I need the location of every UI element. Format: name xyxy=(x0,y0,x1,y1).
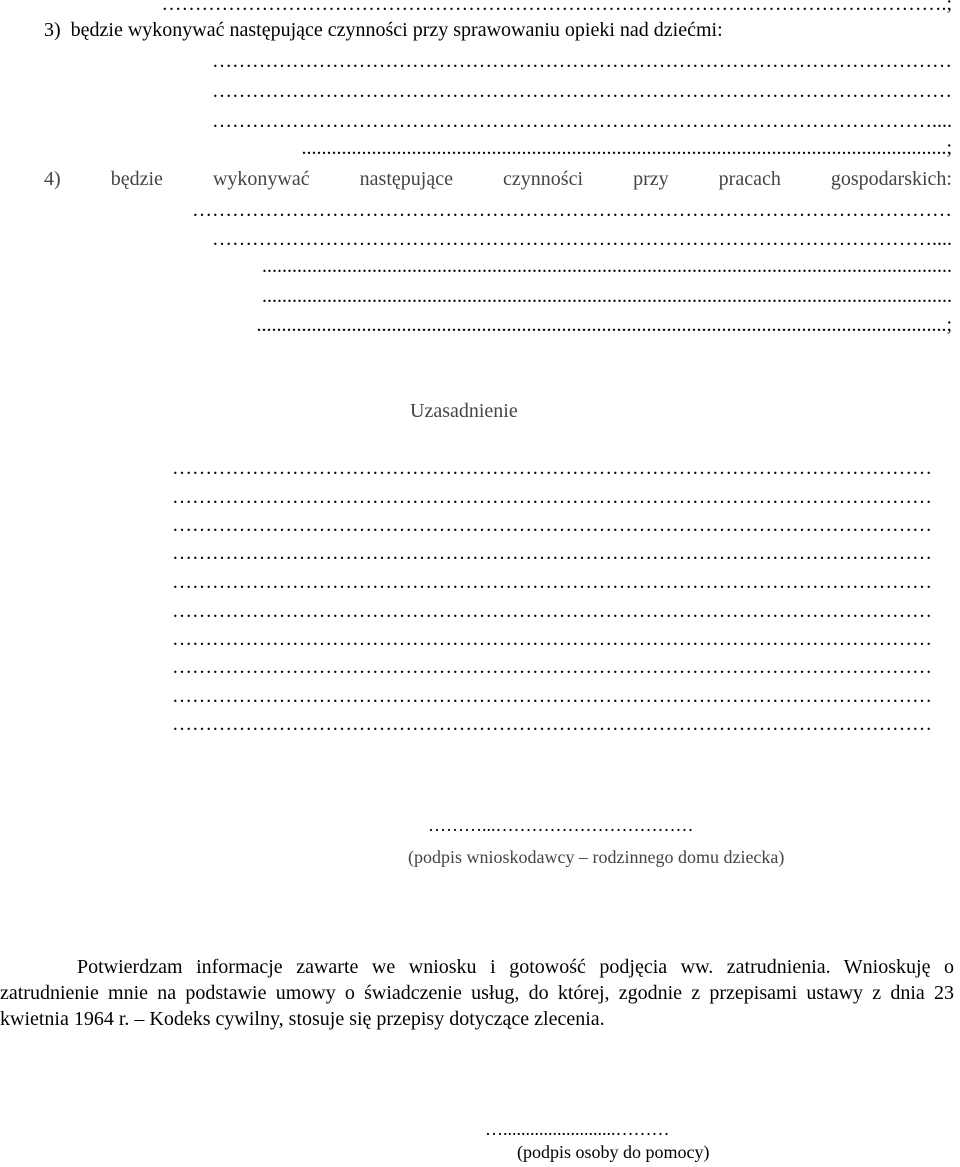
confirmation-paragraph: Potwierdzam informacje zawarte we wniosku i gotowość podjęcia ww. zatrudnienia. Wnioskuję o zatrudnienie mnie na podstawie umowy o świadczenie usług, do której, zgodnie z przepisami ustawy z dnia 23 kwietnia 1964 r. – Kodeks cywilny, stosuje się przepisy dotyczące zlecenia. xyxy=(0,956,954,1030)
section4-dotted-line-2: ……………………………………………………………………………………………….... xyxy=(212,228,952,250)
helper-signature-line: ….........................……… xyxy=(485,1119,670,1139)
section4-dotted-line-5: ..........................................................................................................................................; xyxy=(256,314,952,336)
justification-dotted-line-1: …………………………………………………………………………………………………… xyxy=(172,457,932,479)
justification-dotted-line-7: …………………………………………………………………………………………………… xyxy=(172,628,932,650)
applicant-signature-caption: (podpis wnioskodawcy – rodzinnego domu dziecka) xyxy=(408,847,785,867)
section3-dotted-line-4: .................................................................................................................................; xyxy=(301,137,952,159)
justification-dotted-line-3: …………………………………………………………………………………………………… xyxy=(172,514,932,536)
section3-dotted-line-3: ……………………………………………………………………………………………….... xyxy=(212,110,952,132)
justification-dotted-line-8: …………………………………………………………………………………………………… xyxy=(172,656,932,678)
section3-dotted-line-1: ………………………………………………………………………………………………… xyxy=(212,50,952,72)
justification-dotted-line-2: …………………………………………………………………………………………………… xyxy=(172,486,932,508)
section4-dotted-line-1: …………………………………………………………………………………………………… xyxy=(192,199,952,221)
justification-dotted-line-6: …………………………………………………………………………………………………… xyxy=(172,600,932,622)
section4-label: 4) będzie wykonywać następujące czynności przy pracach gospodarskich: xyxy=(44,168,952,190)
section3-label: 3) będzie wykonywać następujące czynności przy sprawowaniu opieki nad dziećmi: xyxy=(44,19,723,41)
section3-dotted-line-2: ………………………………………………………………………………………………… xyxy=(212,80,952,102)
section3-top-dotted-line: ……………………………………………………………………………………………………….; xyxy=(161,0,952,15)
justification-heading: Uzasadnienie xyxy=(410,400,518,422)
justification-dotted-line-4: …………………………………………………………………………………………………… xyxy=(172,542,932,564)
applicant-signature-line: ………...…………………………… xyxy=(428,815,694,835)
justification-dotted-line-10: …………………………………………………………………………………………………… xyxy=(172,713,932,735)
section4-dotted-line-4: .......................................................................................................................................... xyxy=(262,285,952,307)
justification-dotted-line-9: …………………………………………………………………………………………………… xyxy=(172,685,932,707)
justification-dotted-line-5: …………………………………………………………………………………………………… xyxy=(172,571,932,593)
section4-dotted-line-3: .......................................................................................................................................... xyxy=(262,255,952,277)
helper-signature-caption: (podpis osoby do pomocy) xyxy=(517,1142,710,1162)
